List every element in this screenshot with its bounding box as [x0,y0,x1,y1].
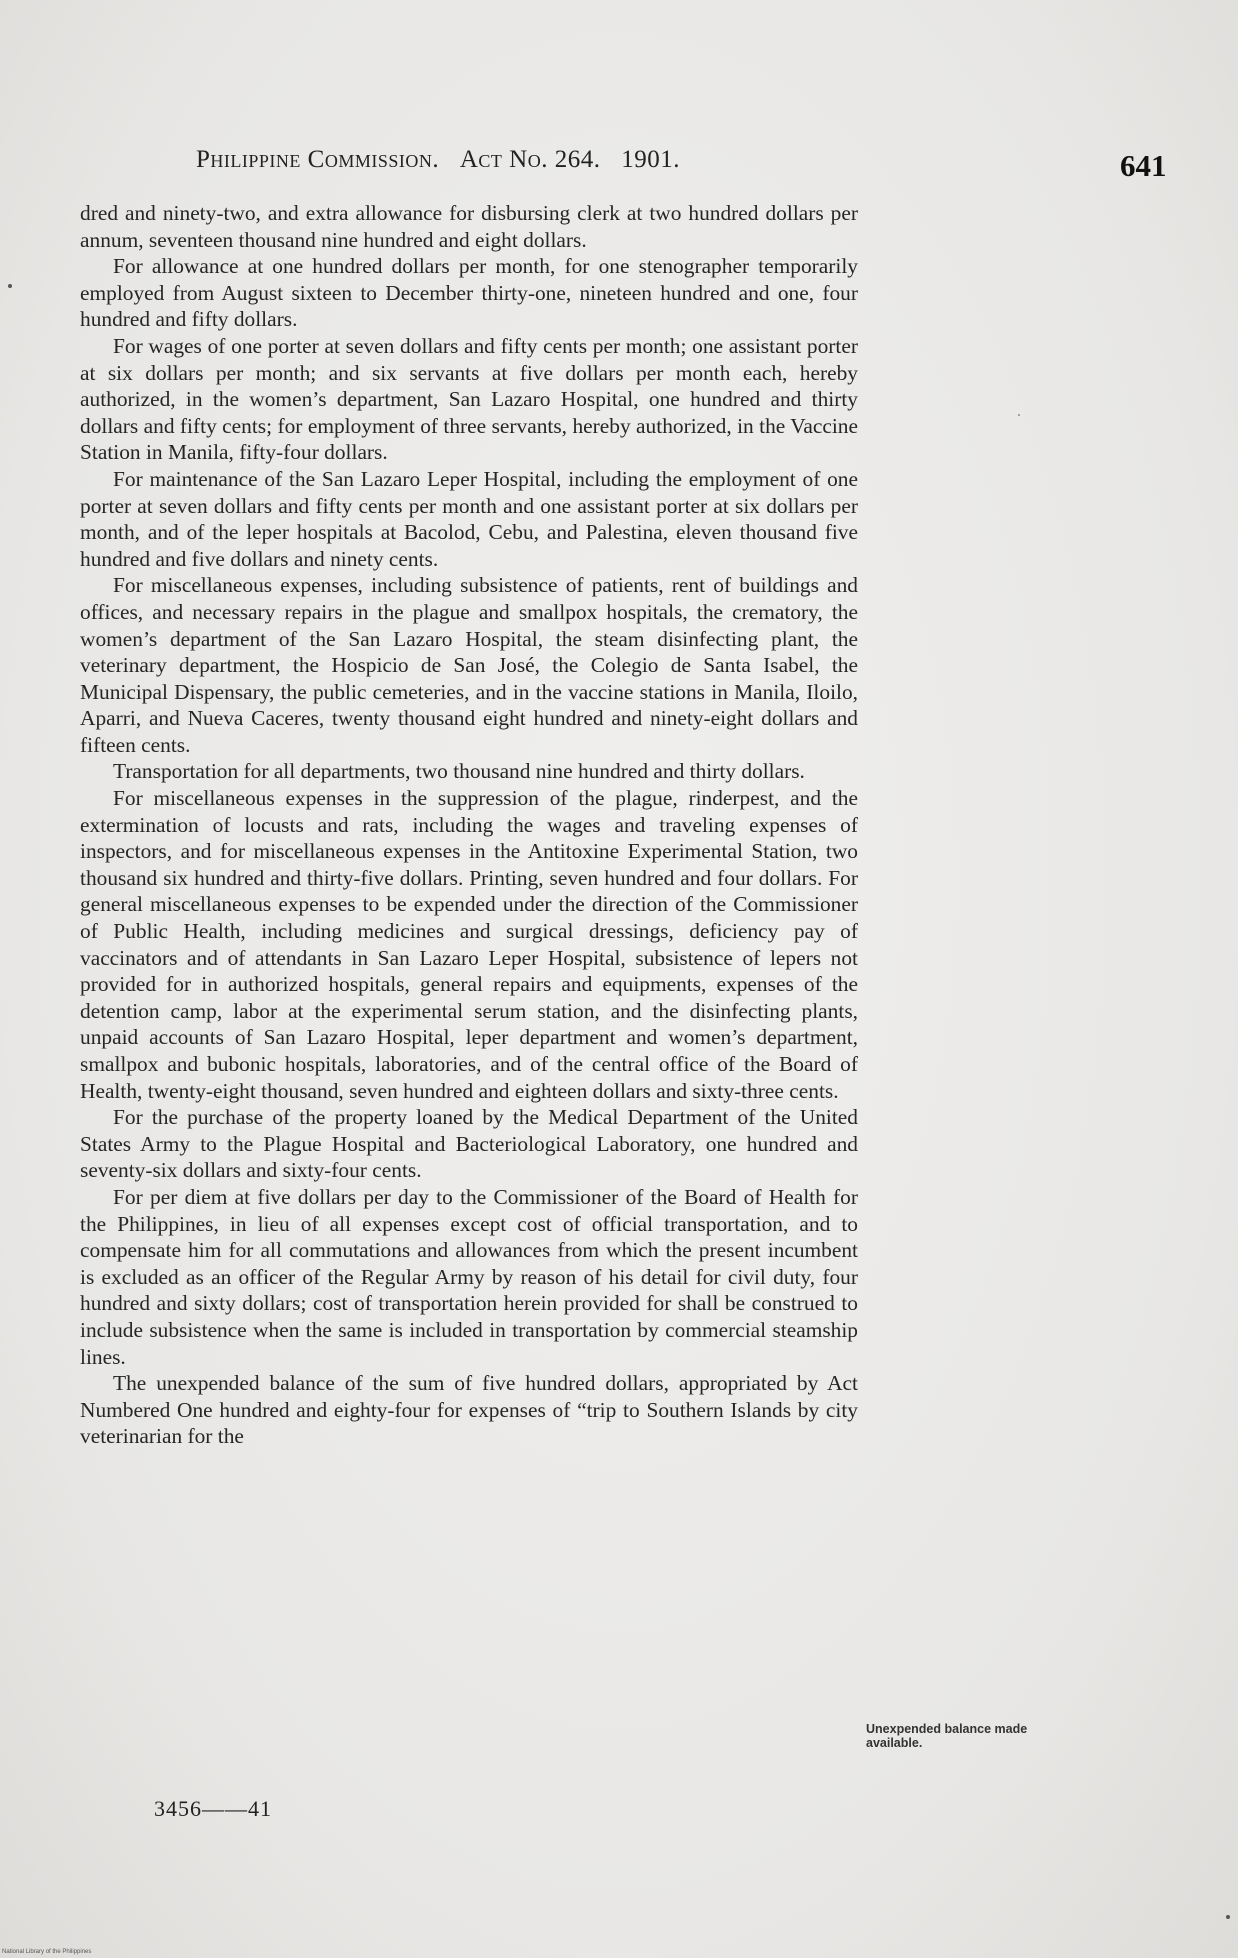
running-head [196,146,694,174]
body-text [80,200,858,1450]
paragraph-porter-wages: For wages of one porter at seven dollars and fifty cents per month; one assistant porter at six dollars per month; and six servants at five dollars per month each, hereby authorized, in the women’s department, San Lazaro Hospital, one hundred and thirty dollars and fifty cents; for employment of three servants, hereby authorized, in the Vaccine Station in Manila, fifty-four dollars. [80,333,858,465]
scan-speck [1226,1915,1230,1919]
publication-title: Philippine Commission. [196,146,440,173]
paragraph-stenographer: For allowance at one hundred dollars per month, for one stenographer temporarily employed from August sixteen to December thirty-one, nineteen hundred and one, four hundred and fifty dollars. [80,254,858,332]
paragraph-per-diem: For per diem at five dollars per day to the Commissioner of the Board of Health for the Philippines, in lieu of all expenses except cost of official transportation, and to compensate him for all commutations and allowances from which the present incumbent is excluded as an officer of the Regular Army by reason of his detail for civil duty, four hundred and sixty dollars; cost of transportation herein provided for shall be construed to include subsistence when the same is included in transportation by commercial steamship lines. [80,1184,858,1369]
page-number: 641 [1120,148,1167,183]
footer-credit: National Library of the Philippines [2,1949,92,1955]
scan-speck [8,284,12,288]
marginal-note: Unexpended balance made available. [866,1722,1028,1750]
paragraph-property-purchase: For the purchase of the property loaned by the Medical Department of the United States Army to the Plague Hospital and Bacteriological Laboratory, one hundred and seventy-six dollars and sixty-four cents. [80,1105,858,1183]
paragraph-continued: dred and ninety-two, and extra allowance for disbursing clerk at two hundred dollars per annum, seventeen thousand nine hundred and eight dollars. [80,201,858,252]
paragraph-plague-suppression: For miscellaneous expenses in the suppression of the plague, rinderpest, and the extermination of locusts and rats, including the wages and traveling expenses of inspectors, and for miscellaneous expenses in the Antitoxine Experimental Station, two thousand six hundred and thirty-five dollars. Printing, seven hundred and four dollars. For general miscellaneous expenses to be expended under the direction of the Commissioner of Public Health, including medicines and surgical dressings, deficiency pay of vaccinators and of attendants in San Lazaro Leper Hospital, subsistence of lepers not provided for in authorized hospitals, general repairs and equipments, expenses of the detention camp, labor at the experimental serum station, and the disinfecting plants, unpaid accounts of San Lazaro Hospital, leper department and women’s department, smallpox and bubonic hospitals, laboratories, and of the central office of the Board of Health, twenty-eight thousand, seven hundred and eighteen dollars and sixty-three cents. [80,786,858,1103]
paragraph-unexpended-balance: The unexpended balance of the sum of five hundred dollars, appropriated by Act Numbered One hundred and eighty-four for expenses of “trip to Southern Islands by city veterinarian for the [80,1371,858,1449]
paragraph-leper-hospital: For maintenance of the San Lazaro Leper Hospital, including the employment of one porter at seven dollars and fifty cents per month and one assistant porter at six dollars per month, and of the leper hospitals at Bacolod, Cebu, and Palestina, eleven thousand five hundred and five dollars and ninety cents. [80,466,858,571]
paragraph-transportation: Transportation for all departments, two thousand nine hundred and thirty dollars. [113,759,805,784]
signature-mark: 3456——41 [154,1796,272,1821]
act-number: Act No. 264. [459,146,601,173]
publication-year: 1901. [621,146,680,173]
scan-speck [1018,414,1020,416]
paragraph-miscellaneous-expenses: For miscellaneous expenses, including subsistence of patients, rent of buildings and offices, and necessary repairs in the plague and smallpox hospitals, the crematory, the women’s department of the San Lazaro Hospital, the steam disinfecting plant, the veterinary department, the Hospicio de San José, the Colegio de Santa Isabel, the Municipal Dispensary, the public cemeteries, and in the vaccine stations in Manila, Iloilo, Aparri, and Nueva Caceres, twenty thousand eight hundred and ninety-eight dollars and fifteen cents. [80,573,858,757]
